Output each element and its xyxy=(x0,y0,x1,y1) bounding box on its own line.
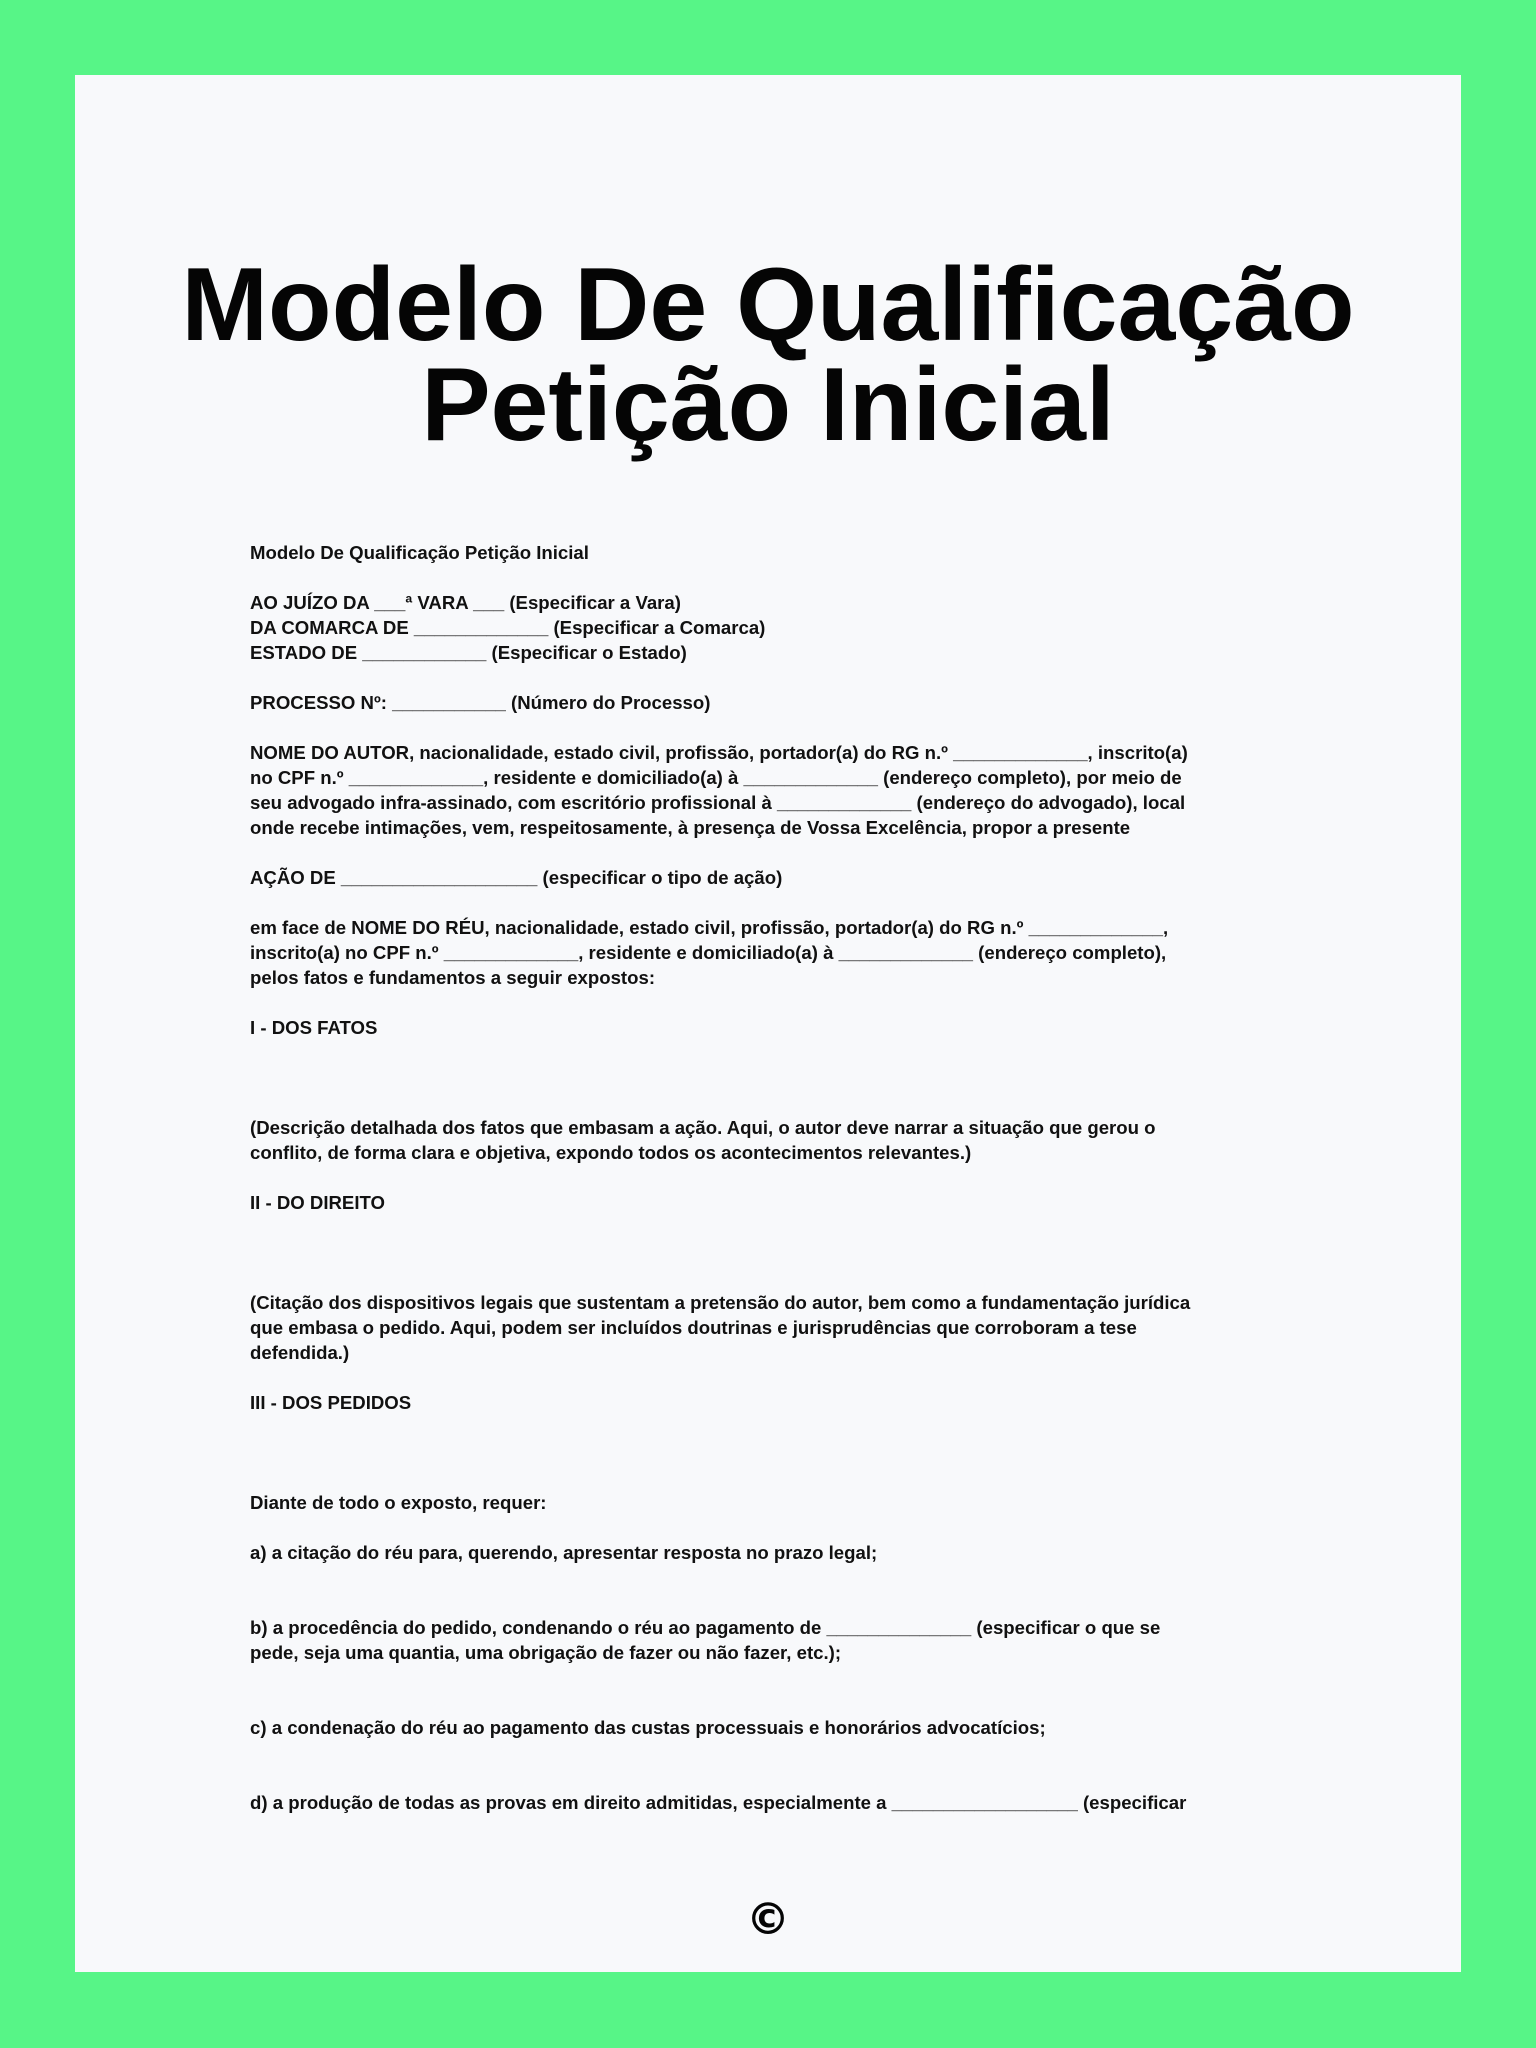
section-heading-law: II - DO DIREITO xyxy=(250,1192,385,1213)
plaintiff-qualification: NOME DO AUTOR, nacionalidade, estado civil, profissão, portador(a) do RG n.º _____________, inscrito(a) no CPF n.º _____________, residente e domiciliado(a) à _____________ (endereço completo), por meio de seu advogado infra-assinado, com escritório profissional à _____________ (endereço do advogado), local onde recebe intimações, vem, respeitosamente, à presença de Vossa Excelência, propor a presente xyxy=(250,742,1188,838)
request-item-a: a) a citação do réu para, querendo, apresentar resposta no prazo legal; xyxy=(250,1542,878,1563)
court-address: AO JUÍZO DA ___ª VARA ___ (Especificar a Vara) DA COMARCA DE _____________ (Especificar a Comarca) ESTADO DE ____________ (Especificar o Estado) xyxy=(250,592,766,663)
request-item-d: d) a produção de todas as provas em direito admitidas, especialmente a __________________ (especificar xyxy=(250,1792,1187,1813)
action-type: AÇÃO DE ___________________ (especificar o tipo de ação) xyxy=(250,867,783,888)
section-heading-requests: III - DOS PEDIDOS xyxy=(250,1392,412,1413)
request-item-c: c) a condenação do réu ao pagamento das custas processuais e honorários advocatícios; xyxy=(250,1717,1046,1738)
page-title xyxy=(75,247,1461,463)
copyright-icon: © xyxy=(746,1894,790,1945)
process-number: PROCESSO Nº: ___________ (Número do Processo) xyxy=(250,692,711,713)
document-page xyxy=(75,75,1461,1972)
document-body xyxy=(250,540,1350,1840)
page-title-line-2: Petição Inicial xyxy=(421,347,1115,463)
request-item-b: b) a procedência do pedido, condenando o réu ao pagamento de ______________ (especificar o que se pede, seja uma quantia, uma obrigação de fazer ou não fazer, etc.); xyxy=(250,1617,1161,1663)
section-heading-facts: I - DOS FATOS xyxy=(250,1017,378,1038)
facts-description: (Descrição detalhada dos fatos que embasam a ação. Aqui, o autor deve narrar a situação que gerou o conflito, de forma clara e objetiva, expondo todos os acontecimentos relevantes.) xyxy=(250,1117,1156,1163)
requests-intro: Diante de todo o exposto, requer: xyxy=(250,1492,547,1513)
page-title-line-1: Modelo De Qualificação xyxy=(181,247,1355,363)
law-description: (Citação dos dispositivos legais que sustentam a pretensão do autor, bem como a fundamentação jurídica que embasa o pedido. Aqui, podem ser incluídos doutrinas e jurisprudências que corroboram a tese defendida.) xyxy=(250,1292,1191,1363)
document-heading: Modelo De Qualificação Petição Inicial xyxy=(250,542,589,563)
defendant-qualification: em face de NOME DO RÉU, nacionalidade, estado civil, profissão, portador(a) do RG n.º _____________, inscrito(a) no CPF n.º _____________, residente e domiciliado(a) à _____________ (endereço completo), pelos fatos e fundamentos a seguir expostos: xyxy=(250,917,1169,988)
